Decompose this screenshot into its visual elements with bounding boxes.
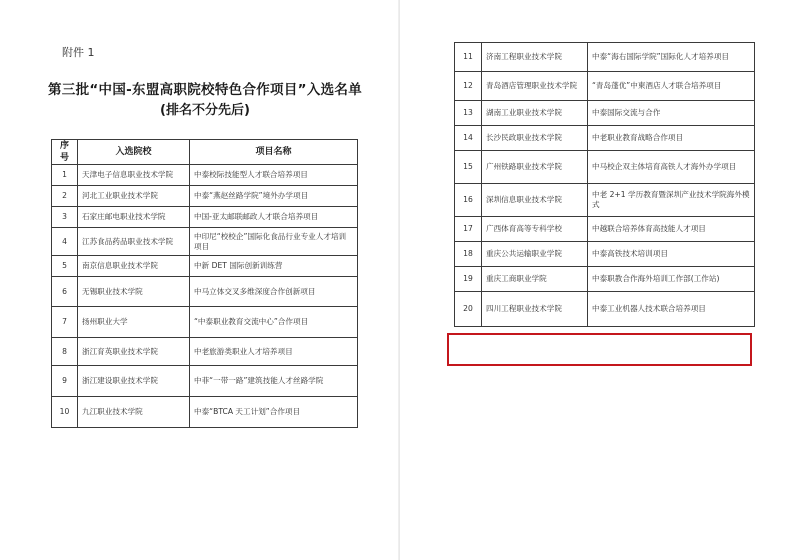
header-school: 入选院校 bbox=[78, 140, 190, 165]
table-row bbox=[455, 101, 755, 126]
table-row bbox=[52, 366, 358, 397]
table-row bbox=[455, 217, 755, 242]
table-row bbox=[455, 184, 755, 217]
table-row bbox=[455, 72, 755, 101]
row-project: 中国-亚太邮联邮政人才联合培养项目 bbox=[190, 207, 358, 228]
table-row bbox=[52, 228, 358, 256]
table-row bbox=[455, 292, 755, 327]
row-number: 15 bbox=[455, 151, 482, 184]
row-number: 10 bbox=[52, 397, 78, 428]
row-school: 重庆公共运输职业学院 bbox=[482, 242, 588, 267]
row-school: 河北工业职业技术学院 bbox=[78, 186, 190, 207]
attachment-label: 附件 1 bbox=[62, 46, 95, 59]
row-project: 中老旅游类职业人才培养项目 bbox=[190, 338, 358, 366]
row-number: 6 bbox=[52, 277, 78, 307]
row-project: 中老 2+1 学历教育暨深圳产业技术学院海外模式 bbox=[588, 184, 755, 217]
table-row bbox=[455, 151, 755, 184]
row-number: 7 bbox=[52, 307, 78, 338]
row-school: 深圳信息职业技术学院 bbox=[482, 184, 588, 217]
row-school: 江苏食品药品职业技术学院 bbox=[78, 228, 190, 256]
table-row bbox=[52, 277, 358, 307]
table-row bbox=[52, 397, 358, 428]
row-number: 9 bbox=[52, 366, 78, 397]
row-school: 南京信息职业技术学院 bbox=[78, 256, 190, 277]
header-project: 项目名称 bbox=[190, 140, 358, 165]
row-number: 16 bbox=[455, 184, 482, 217]
table-row bbox=[52, 165, 358, 186]
row-project: 中泰校际技能型人才联合培养项目 bbox=[190, 165, 358, 186]
left-table bbox=[51, 139, 358, 428]
row-project: 中泰职教合作海外培训工作部(工作站) bbox=[588, 267, 755, 292]
document-subtitle: (排名不分先后) bbox=[160, 103, 250, 118]
row-number: 20 bbox=[455, 292, 482, 327]
table-row bbox=[52, 186, 358, 207]
row-school: 石家庄邮电职业技术学院 bbox=[78, 207, 190, 228]
right-table bbox=[454, 42, 755, 327]
row-project: 中泰国际交流与合作 bbox=[588, 101, 755, 126]
row-school: 青岛酒店管理职业技术学院 bbox=[482, 72, 588, 101]
table-row bbox=[455, 267, 755, 292]
row-number: 8 bbox=[52, 338, 78, 366]
row-project: 中泰高铁技术培训项目 bbox=[588, 242, 755, 267]
left-table-body bbox=[52, 165, 358, 428]
row-school: 扬州职业大学 bbox=[78, 307, 190, 338]
row-number: 18 bbox=[455, 242, 482, 267]
row-project: 中马立体交叉多维深度合作创新项目 bbox=[190, 277, 358, 307]
document-title: 第三批“中国-东盟高职院校特色合作项目”入选名单 bbox=[47, 82, 363, 98]
row-project: 中泰“燕赵丝路学院”境外办学项目 bbox=[190, 186, 358, 207]
row-number: 14 bbox=[455, 126, 482, 151]
row-project: “青岛蓬优”中柬酒店人才联合培养项目 bbox=[588, 72, 755, 101]
row-number: 13 bbox=[455, 101, 482, 126]
row-number: 4 bbox=[52, 228, 78, 256]
row-number: 17 bbox=[455, 217, 482, 242]
row-school: 浙江育英职业技术学院 bbox=[78, 338, 190, 366]
table-row bbox=[455, 43, 755, 72]
row-project: “中泰职业教育交流中心”合作项目 bbox=[190, 307, 358, 338]
row-school: 重庆工商职业学院 bbox=[482, 267, 588, 292]
row-number: 19 bbox=[455, 267, 482, 292]
row-school: 无锡职业技术学院 bbox=[78, 277, 190, 307]
row-school: 湖南工业职业技术学院 bbox=[482, 101, 588, 126]
row-number: 2 bbox=[52, 186, 78, 207]
row-school: 四川工程职业技术学院 bbox=[482, 292, 588, 327]
row-school: 广西体育高等专科学校 bbox=[482, 217, 588, 242]
row-project: 中泰“海右国际学院”国际化人才培养项目 bbox=[588, 43, 755, 72]
header-no: 序号 bbox=[52, 140, 78, 165]
row-school: 天津电子信息职业技术学院 bbox=[78, 165, 190, 186]
row-project: 中泰“BTCA 天工计划”合作项目 bbox=[190, 397, 358, 428]
row-number: 12 bbox=[455, 72, 482, 101]
row-project: 中越联合培养体育高技能人才项目 bbox=[588, 217, 755, 242]
table-row bbox=[455, 126, 755, 151]
table-header-row bbox=[52, 140, 358, 165]
highlight-box-row-20 bbox=[447, 333, 752, 366]
right-table-body bbox=[455, 43, 755, 327]
row-project: 中马校企双主体培育高铁人才海外办学项目 bbox=[588, 151, 755, 184]
table-row bbox=[52, 338, 358, 366]
row-project: 中泰工业机器人技术联合培养项目 bbox=[588, 292, 755, 327]
row-number: 3 bbox=[52, 207, 78, 228]
row-school: 长沙民政职业技术学院 bbox=[482, 126, 588, 151]
table-row bbox=[52, 207, 358, 228]
table-row bbox=[52, 256, 358, 277]
row-number: 1 bbox=[52, 165, 78, 186]
table-row bbox=[455, 242, 755, 267]
table-row bbox=[52, 307, 358, 338]
row-school: 济南工程职业技术学院 bbox=[482, 43, 588, 72]
row-number: 5 bbox=[52, 256, 78, 277]
row-school: 九江职业技术学院 bbox=[78, 397, 190, 428]
row-project: 中印尼“校校企”国际化食品行业专业人才培训项目 bbox=[190, 228, 358, 256]
row-project: 中老职业教育战略合作项目 bbox=[588, 126, 755, 151]
row-number: 11 bbox=[455, 43, 482, 72]
row-project: 中新 DET 国际创新训练营 bbox=[190, 256, 358, 277]
row-school: 浙江建设职业技术学院 bbox=[78, 366, 190, 397]
row-school: 广州铁路职业技术学院 bbox=[482, 151, 588, 184]
row-project: 中菲“一带一路”建筑技能人才丝路学院 bbox=[190, 366, 358, 397]
